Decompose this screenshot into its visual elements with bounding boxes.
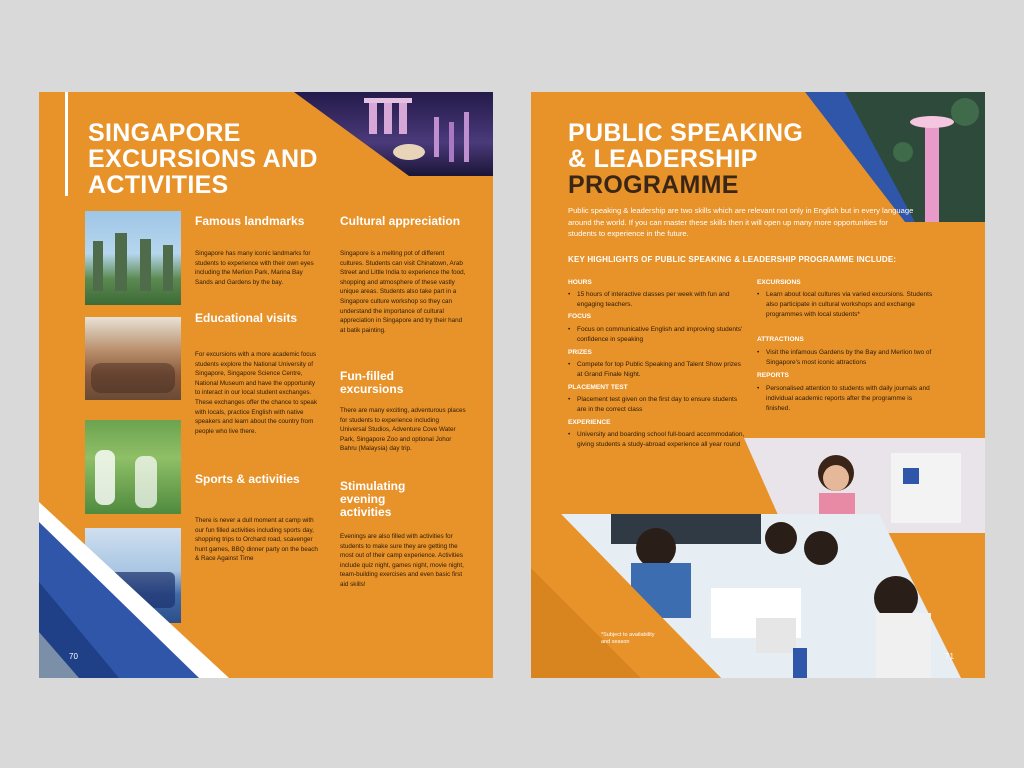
gardens-by-the-bay-photo — [85, 211, 181, 305]
label-hours: HOURS — [568, 279, 592, 286]
item-prizes: • Compete for top Public Speaking and Talent Show prizes at Grand Finale Night. — [568, 360, 747, 380]
section-body-famous-landmarks: Singapore has many iconic landmarks for students to experience with their own eyes including the Merlion Park, Marina Bay Sands and Gardens by the bay. — [195, 250, 314, 286]
student-group-street-photo — [85, 317, 181, 400]
decorative-blue-stripes — [39, 492, 229, 678]
label-excursions: EXCURSIONS — [757, 279, 801, 286]
label-prizes: PRIZES — [568, 349, 592, 356]
section-body-sports-activities: There is never a dull moment at camp with our fun filled activities including sports day, shopping trips to Orchard road, scavenger hunt games, BBQ dinner party on the beach & Race Against Time — [195, 517, 318, 563]
label-reports: REPORTS — [757, 372, 789, 379]
item-reports: • Personalised attention to students with daily journals and individual academic reports after the programme is finished. — [757, 384, 936, 414]
section-heading-educational-visits: Educational visits — [195, 311, 298, 325]
brochure-page-left — [39, 92, 493, 678]
item-excursions: • Learn about local cultures via varied excursions. Students also participate in cultural workshops and exchange programmes with local students* — [757, 290, 936, 320]
item-focus: • Focus on communicative English and improving students' confidence in speaking — [568, 325, 747, 345]
item-experience: • University and boarding school full-board accommodation, giving students a study-abroad experience all year round — [568, 430, 747, 450]
title-line-1: PUBLIC SPEAKING — [568, 119, 804, 147]
section-body-cultural-appreciation: Singapore is a melting pot of different cultures. Students can visit Chinatown, Arab Street and Little India to experience the food, shopping and atmosphere of these vastly unique areas. Students also take part in a Singapore culture workshop so they can understand the importance of cultural appreciation in Singapore and try their hand at batik painting. — [340, 250, 466, 334]
section-heading-famous-landmarks: Famous landmarks — [195, 214, 305, 228]
item-attractions: • Visit the infamous Gardens by the Bay and Merlion two of Singapore's most iconic attractions — [757, 348, 936, 368]
intro-paragraph: Public speaking & leadership are two skills which are relevant not only in English but in every language around the world. If you can master these skills then it will open up many more opportunities for students to experience in the future. — [568, 206, 914, 238]
highlights-heading: KEY HIGHLIGHTS OF PUBLIC SPEAKING & LEADERSHIP PROGRAMME INCLUDE: — [568, 255, 897, 264]
page-number: 70 — [69, 652, 78, 661]
title-line-3: PROGRAMME — [568, 171, 739, 199]
label-placement-test: PLACEMENT TEST — [568, 384, 628, 391]
section-heading-sports-activities: Sports & activities — [195, 472, 300, 486]
section-heading-evening-activities: Stimulating evening activities — [340, 479, 406, 519]
page-title: SINGAPORE EXCURSIONS AND ACTIVITIES — [88, 119, 318, 199]
label-experience: EXPERIENCE — [568, 419, 611, 426]
brochure-page-right — [531, 92, 985, 678]
item-hours: • 15 hours of interactive classes per week with fun and engaging teachers. — [568, 290, 747, 310]
section-heading-fun-filled-excursions: Fun-filled excursions — [340, 369, 404, 396]
section-body-evening-activities: Evenings are also filled with activities for students to make sure they are getting the most out of their camp experience. Activities include quiz night, games night, movie night, team-building exercises and even basic first aid skills! — [340, 533, 464, 588]
footnote: *Subject to availability and season — [601, 632, 655, 645]
page-title — [568, 120, 868, 198]
section-heading-cultural-appreciation: Cultural appreciation — [340, 214, 461, 228]
label-focus: FOCUS — [568, 313, 592, 320]
students-classroom-photos — [531, 438, 985, 678]
section-body-educational-visits: For excursions with a more academic focus students explore the National University of Singapore, Singapore Science Centre, National Museum and have the opportunity to interact in our local student exchanges. These exchanges offer the chance to speak with locals, practice English with native speakers and learn about the country from people who live there. — [195, 351, 318, 435]
label-attractions: ATTRACTIONS — [757, 336, 804, 343]
title-accent-bar — [65, 92, 68, 196]
title-line-2: & LEADERSHIP — [568, 145, 758, 173]
item-placement-test: • Placement test given on the first day to ensure students are in the correct class — [568, 395, 747, 415]
page-number: 71 — [945, 652, 954, 661]
section-body-fun-filled-excursions: There are many exciting, adventurous places for students to experience including Universal Studios, Adventure Cove Water Park, Singapore Zoo and optional Johor Bahru (Malaysia) day trip. — [340, 407, 466, 453]
